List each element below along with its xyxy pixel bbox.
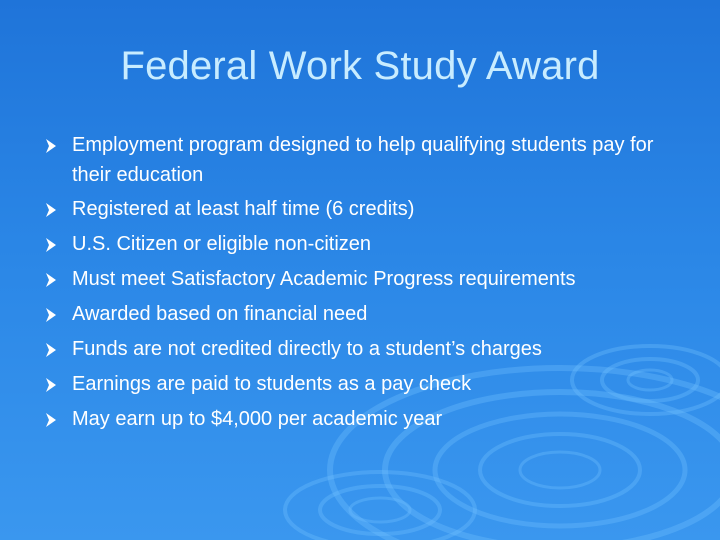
bullet-item — [44, 367, 694, 402]
bullet-text: Earnings are paid to students as a pay check — [72, 373, 472, 395]
arrowhead-bullet-icon — [44, 297, 58, 332]
arrowhead-bullet-icon — [44, 402, 58, 437]
bullet-item — [44, 227, 694, 262]
bullet-text: Must meet Satisfactory Academic Progress requirements — [72, 268, 576, 290]
bullet-text: Registered at least half time (6 credits) — [72, 198, 415, 220]
slide-title: Federal Work Study Award — [120, 44, 600, 88]
bullet-item — [44, 402, 694, 437]
arrowhead-bullet-icon — [44, 367, 58, 402]
bullet-list — [44, 128, 694, 437]
bullet-item — [44, 262, 694, 297]
bullet-text: May earn up to $4,000 per academic year — [72, 408, 443, 430]
arrowhead-bullet-icon — [44, 128, 58, 163]
bullet-item — [44, 297, 694, 332]
bullet-text: U.S. Citizen or eligible non-citizen — [72, 233, 372, 255]
bullet-item — [44, 332, 694, 367]
bullet-text: Funds are not credited directly to a student’s charges — [72, 338, 542, 360]
bullet-text: Employment program designed to help qualifying students pay for their education — [72, 134, 654, 186]
arrowhead-bullet-icon — [44, 227, 58, 262]
bullet-item — [44, 192, 694, 227]
arrowhead-bullet-icon — [44, 332, 58, 367]
arrowhead-bullet-icon — [44, 192, 58, 227]
bullet-item — [44, 128, 694, 192]
bullet-text: Awarded based on financial need — [72, 303, 368, 325]
arrowhead-bullet-icon — [44, 262, 58, 297]
